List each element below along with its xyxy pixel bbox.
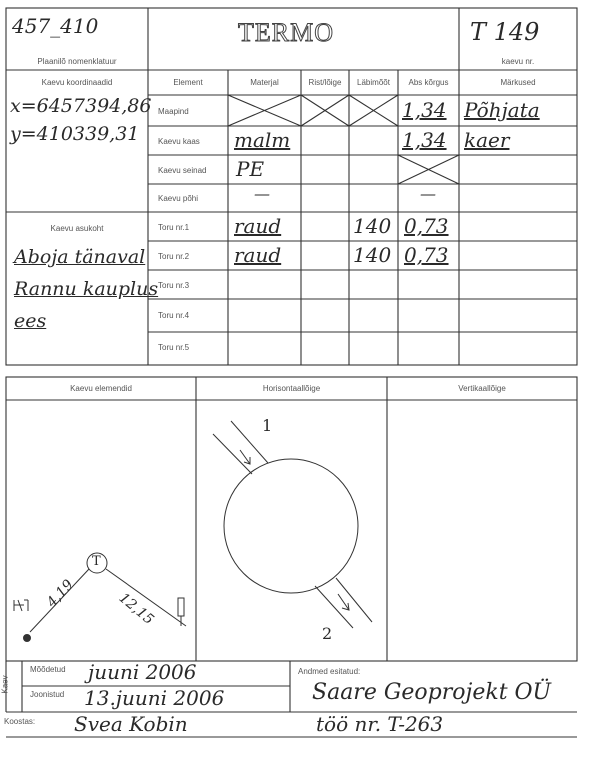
row-material-value: malm [234,128,291,152]
row-element-label: Toru nr.3 [158,281,190,290]
row-material-value: raud [234,243,282,267]
col-header-notes: Märkused [500,78,536,87]
col-header-element: Element [173,78,203,87]
row-diameter-value: 140 [353,243,392,267]
row-material-value: PE [236,157,265,181]
row-abs-value: 0,73 [404,243,449,267]
row-material-value: — [254,184,270,203]
location-line-3: ees [14,310,47,332]
center-mark: T [92,554,101,569]
row-abs-value: — [420,184,436,203]
col-header-cross: Rist/lõige [308,78,342,87]
plan-number-value: 457_410 [12,14,99,38]
company-value: Saare Geoprojekt OÜ [312,680,552,705]
location-label: Kaevu asukoht [50,224,104,233]
vertical-label: Vertikaallõige [458,384,506,393]
well-id-label: kaevu nr. [501,57,535,66]
plan-number-label: Plaanilõ nomenklatuur [37,57,117,66]
horizontal-label: Horisontaallõige [262,384,321,393]
col-header-abs: Abs kõrgus [408,78,449,87]
row-element-label: Toru nr.1 [158,223,190,232]
row-material-value: raud [234,214,282,238]
surveyed-value: juuni 2006 [88,660,197,684]
row-element-label: Toru nr.4 [158,311,190,320]
row-element-label: Kaevu kaas [158,137,200,146]
data-provider-label: Andmed esitatud: [298,667,361,676]
row-notes-value: Põhjata [464,98,540,122]
location-line-1: Aboja tänaval [14,246,146,268]
compiler-label: Koostas: [4,717,36,726]
coord-y-value: y=410339,31 [10,123,140,145]
row-element-label: Kaevu põhi [158,194,199,203]
side-label: Kaev [0,675,10,694]
coords-label: Kaevu koordinaadid [41,78,113,87]
coord-x-value: x=6457394,86 [10,95,152,117]
drawn-value: 13.juuni 2006 [84,686,225,710]
row-element-label: Toru nr.2 [158,252,190,261]
pipe-2-number: 2 [322,624,333,643]
well-id-value: T 149 [470,18,540,46]
row-abs-value: 0,73 [404,214,449,238]
location-line-2: Rannu kauplus [14,278,159,300]
row-element-label: Kaevu seinad [158,166,207,175]
distance-left: 4,19 [44,576,77,611]
elements-label: Kaevu elemendid [70,384,132,393]
sketch-frame [6,377,577,661]
drawn-label: Joonistud [30,690,65,699]
row-element-label: Maapind [158,107,189,116]
pipe-1-number: 1 [262,416,273,435]
row-notes-value: kaer [464,128,510,152]
col-header-diameter: Läbimõõt [357,78,390,87]
compiler-value: Svea Kobin [74,712,188,736]
row-diameter-value: 140 [353,214,392,238]
work-number-value: töö nr. T-263 [316,712,444,736]
col-header-material: Materjal [250,78,279,87]
row-abs-value: 1,34 [402,128,447,152]
distance-right: 12,15 [115,590,157,629]
row-element-label: Toru nr.5 [158,343,190,352]
row-abs-value: 1,34 [402,98,447,122]
form-title: TERMO [238,18,334,47]
horizontal-sketch [213,421,372,628]
surveyed-label: Mõõdetud [30,665,66,674]
